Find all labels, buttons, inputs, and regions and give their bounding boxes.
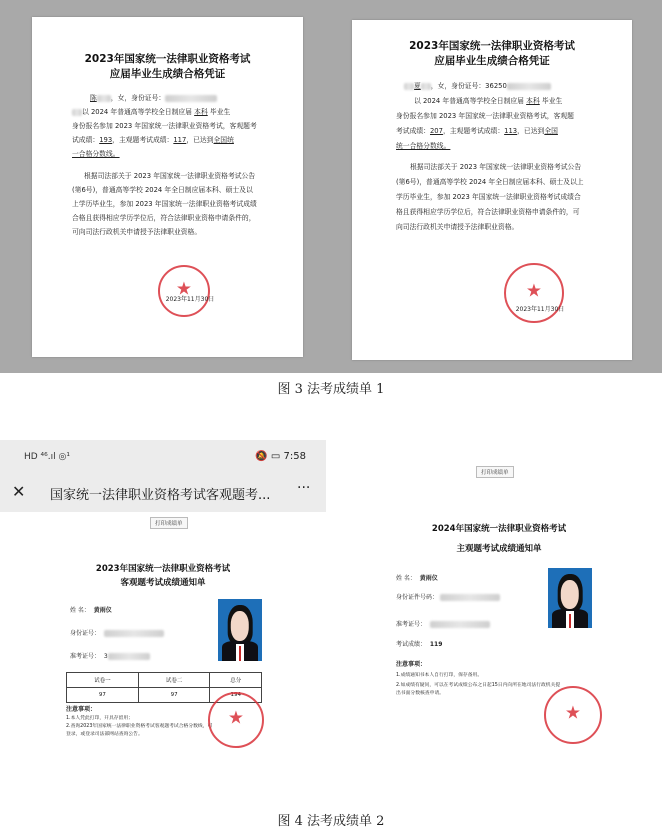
right-score-notice bbox=[336, 445, 662, 775]
official-seal-stamp: ★ bbox=[158, 265, 210, 317]
candidate-photo bbox=[218, 599, 262, 661]
score-table-row: 97 97 194 bbox=[67, 688, 262, 703]
cert1-title-line2: 应届毕业生成绩合格凭证 bbox=[109, 68, 226, 80]
cert1-para2-2: (第6号)，普通高等学校 2024 年全日制应届本科、硕士及以 bbox=[72, 186, 253, 194]
cert2-title-line2: 应届毕业生成绩合格凭证 bbox=[434, 55, 550, 67]
more-options-icon[interactable]: ··· bbox=[297, 480, 311, 496]
cert2-subjective-score: 113 bbox=[504, 127, 518, 135]
right-notice-title-2: 主观题考试成绩通知单 bbox=[456, 544, 542, 554]
right-score-row: 考试成绩： 119 bbox=[396, 641, 443, 648]
right-id-row: 身份证件号码： bbox=[396, 592, 500, 601]
right-note-1: 1.成绩通知书本人自行打印，保存备用。 bbox=[396, 673, 483, 678]
left-notice-title-1: 2023年国家统一法律职业资格考试 bbox=[95, 564, 231, 574]
cert1-title-line1: 2023年国家统一法律职业资格考试 bbox=[84, 53, 251, 65]
cert2-line5: 统一合格分数线。 bbox=[396, 142, 451, 150]
right-note-2: 2.如成绩有疑问，可以在考试成绩公布之日起15日内向所在地司法行政机关提 bbox=[396, 683, 561, 688]
left-score-notice bbox=[0, 512, 326, 762]
cert2-objective-score: 207 bbox=[429, 127, 443, 135]
cert1-line5: 一合格分数线。 bbox=[72, 150, 120, 158]
cert1-line3: 身份报名参加 2023 年国家统一法律职业资格考试，客观题考 bbox=[72, 122, 257, 130]
score-table-header: 试卷一 试卷二 总分 bbox=[67, 673, 262, 688]
cert2-date: 2023年11月30日 bbox=[515, 306, 565, 313]
cert1-subjective-score: 117 bbox=[173, 136, 187, 144]
print-score-button[interactable]: 打印成绩单 bbox=[150, 517, 188, 529]
subjective-score-value: 119 bbox=[429, 641, 443, 648]
left-ticket-row: 准考证号： 3 bbox=[70, 651, 150, 660]
right-notes-title: 注意事项： bbox=[396, 661, 427, 668]
cert1-line4: 试成绩：193，主观题考试成绩：117，已达到全国统 bbox=[72, 136, 234, 144]
cert2-para2-5: 向司法行政机关申请授予法律职业资格。 bbox=[396, 223, 519, 231]
left-name-row: 姓 名： 黄雨仪 bbox=[70, 607, 112, 614]
print-score-button[interactable]: 打印成绩单 bbox=[476, 466, 514, 478]
left-notes-title: 注意事项： bbox=[66, 706, 97, 713]
left-note-3: 登录，或登录司法部网站查询公告。 bbox=[66, 732, 143, 737]
candidate-photo bbox=[548, 568, 592, 628]
official-seal-stamp: ★ bbox=[544, 686, 602, 744]
cert1-para2-1: 根据司法部关于 2023 年国家统一法律职业资格考试公告 bbox=[84, 172, 256, 180]
cert1-date: 2023年11月30日 bbox=[165, 296, 215, 303]
cert2-line3: 身份报名参加 2023 年国家统一法律职业资格考试，客观题 bbox=[396, 112, 574, 120]
left-notice-title-2: 客观题考试成绩通知单 bbox=[120, 578, 206, 588]
cert1-para2-3: 上学历毕业生，参加 2023 年国家统一法律职业资格考试成绩 bbox=[72, 200, 257, 208]
left-note-1: 1.本人凭此打印，开具存留用； bbox=[66, 716, 133, 721]
status-time: 🔕 ▭ 7:58 bbox=[255, 451, 306, 462]
right-ticket-row: 准考证号： bbox=[396, 619, 490, 628]
cert2-line4: 考试成绩：207，主观题考试成绩：113，已达到全国 bbox=[396, 127, 558, 135]
cert2-line1: 夏 ，女，身份证号：36250 bbox=[404, 80, 629, 94]
phone-status-bar bbox=[0, 440, 326, 474]
figure3-caption: 图 3 法考成绩单 1 bbox=[277, 382, 385, 397]
phone-page-title: 国家统一法律职业资格考试客观题考... bbox=[50, 488, 271, 503]
right-notice-title-1: 2024年国家统一法律职业资格考试 bbox=[431, 524, 567, 534]
cert2-para2-3: 学历毕业生，参加 2023 年国家统一法律职业资格考试成绩合 bbox=[396, 193, 581, 201]
close-icon[interactable]: ✕ bbox=[12, 482, 26, 501]
right-name-row: 姓 名： 黄雨仪 bbox=[396, 575, 438, 582]
cert1-para2-4: 合格且获得相应学历学位后，符合法律职业资格申请条件的， bbox=[72, 214, 256, 222]
cert1-para2-5: 可向司法行政机关申请授予法律职业资格。 bbox=[72, 228, 202, 236]
official-seal-stamp: ★ bbox=[208, 692, 264, 748]
figure4-caption: 图 4 法考成绩单 2 bbox=[277, 814, 385, 829]
cert1-line2: 以 2024 年普通高等学校全日制应届 本科 毕业生 bbox=[72, 106, 297, 120]
cert1-line1: 陈 ，女，身份证号： bbox=[90, 92, 290, 106]
left-id-row: 身份证号： bbox=[70, 628, 164, 637]
official-seal-stamp: ★ bbox=[504, 263, 564, 323]
cert1-objective-score: 193 bbox=[99, 136, 113, 144]
phone-title-bar bbox=[0, 474, 326, 512]
cert2-title-line1: 2023年国家统一法律职业资格考试 bbox=[409, 40, 575, 52]
status-signal-icons: HD ⁴⁶.ıl ◎¹ bbox=[24, 452, 70, 462]
cert2-line2: 以 2024 年普通高等学校全日制应届 本科 毕业生 bbox=[414, 97, 563, 105]
cert2-para2-2: (第6号)，普通高等学校 2024 年全日制应届本科、硕士及以上 bbox=[396, 178, 584, 186]
left-note-2: 2.查询2023年国家统一法律职业资格考试客观题考试合格分数线，可 bbox=[66, 724, 213, 729]
cert2-para2-1: 根据司法部关于 2023 年国家统一法律职业资格考试公告 bbox=[410, 163, 582, 171]
right-note-3: 出书面分数核查申请。 bbox=[396, 691, 444, 696]
certificate-2 bbox=[352, 20, 632, 360]
certificate-1 bbox=[32, 17, 303, 357]
cert2-para2-4: 格且获得相应学历学位后，符合法律职业资格申请条件的，可 bbox=[396, 208, 580, 216]
